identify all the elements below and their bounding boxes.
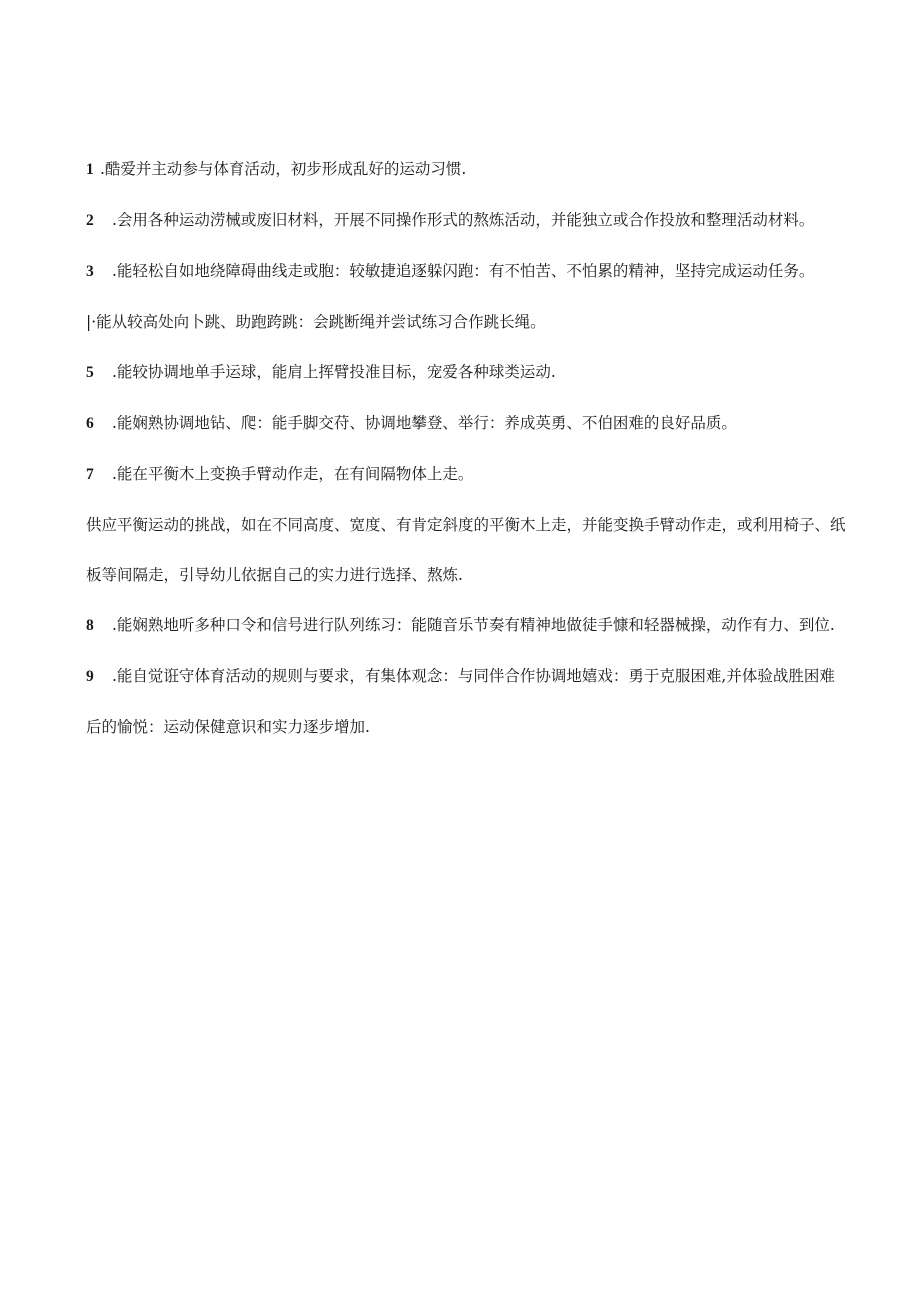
paragraph-text: .能娴熟协调地钻、爬：能手脚交苻、协调地攀登、举行：养成英勇、不伯困难的良好品质。 — [112, 414, 737, 432]
paragraph-3 — [86, 246, 846, 297]
paragraph-number: 7 — [86, 466, 94, 483]
paragraph-text: .能轻松自如地绕障碍曲线走或胞：较敏捷追逐躲闪跑：有不怕苦、不怕累的精神，坚持完成运动任务。 — [112, 262, 815, 280]
paragraph-2 — [86, 195, 846, 246]
paragraph-text: 供应平衡运动的挑战，如在不同高度、宽度、有肯定斜度的平衡木上走，并能变换手臂动作走，或利用椅子、纸板等间隔走，引导幼儿依据自己的实力进行选择、熬炼. — [86, 516, 846, 584]
paragraph-8 — [86, 600, 846, 651]
paragraph-number: 2 — [86, 212, 94, 229]
paragraph-5 — [86, 347, 846, 398]
paragraph-4 — [86, 297, 846, 347]
paragraph-text: .能较协调地单手运球，能肩上挥臂投准目标，宠爱各种球类运动. — [112, 363, 556, 381]
paragraph-text: .能自觉诳守体育活动的规则与要求，有集体观念：与同伴合作协调地嬉戏：勇于克服困难,并体验战胜困难后的愉悦：运动保健意识和实力逐步增加. — [86, 667, 835, 736]
paragraph-number: 6 — [86, 415, 94, 432]
paragraph-number: 8 — [86, 617, 94, 634]
paragraph-9 — [86, 651, 846, 752]
paragraph-text: .能娴熟地听多种口令和信号进行队列练习：能随音乐节奏有精神地做徒手慷和轻器械操，动作有力、到位. — [112, 616, 835, 634]
paragraph-7 — [86, 449, 846, 500]
paragraph-6 — [86, 398, 846, 449]
paragraph-text: .酷爱并主动参与体育活动，初步形成乱好的运动习惯. — [100, 160, 467, 178]
paragraph-supply-balance — [86, 500, 846, 600]
paragraph-number: 3 — [86, 263, 94, 280]
paragraph-number: 5 — [86, 364, 94, 381]
paragraph-text: .会用各种运动涝械或废旧材料，开展不同操作形式的熬炼活动，并能独立或合作投放和整理活动材料。 — [112, 211, 815, 229]
document-body — [86, 144, 846, 752]
paragraph-text: .能在平衡木上变换手臂动作走，在有间隔物体上走。 — [112, 465, 474, 483]
paragraph-text: |·能从较高处向卜跳、助跑跨跳：会跳断绳并尝试练习合作跳长绳。 — [86, 313, 546, 331]
paragraph-number: 1 — [86, 161, 94, 178]
paragraph-1 — [86, 144, 846, 195]
paragraph-number: 9 — [86, 668, 94, 685]
